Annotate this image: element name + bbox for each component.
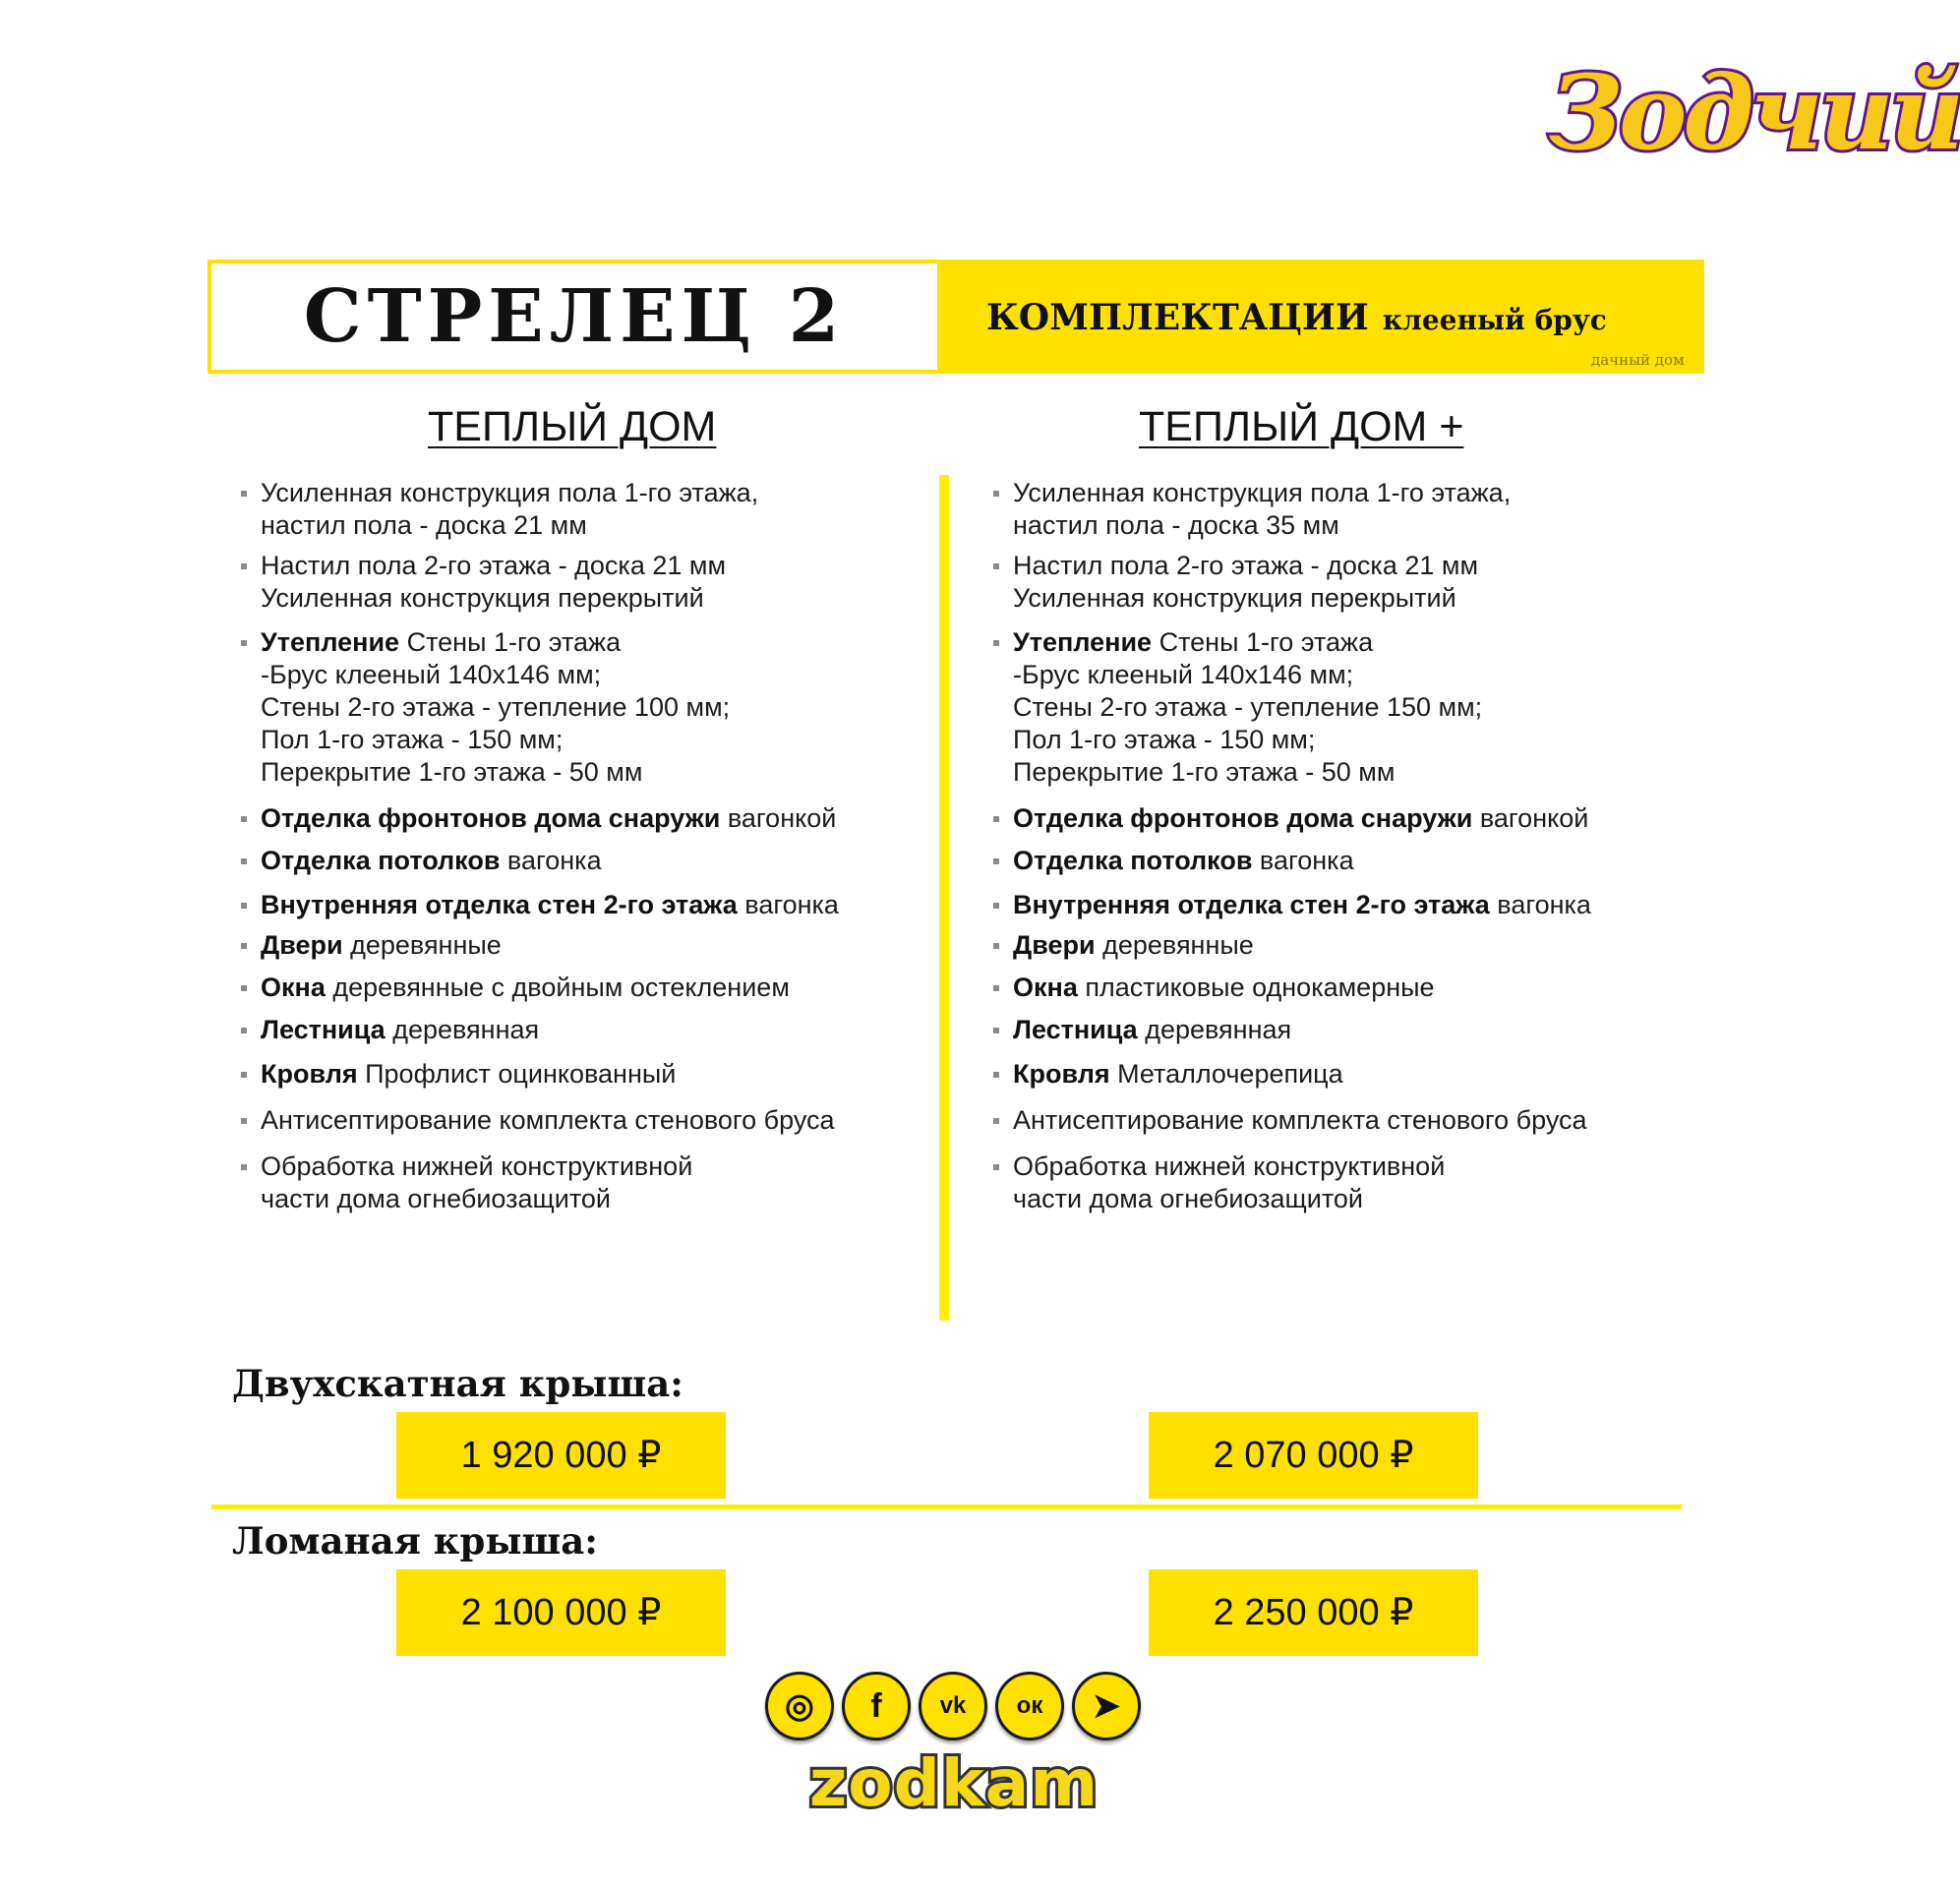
feature-item-text: Усиленная конструкция пола 1-го этажа, настил пола - доска 35 мм [1013,478,1512,540]
feature-item-text: деревянная [1137,1015,1292,1044]
feature-item [241,626,929,789]
feature-item-label: Отделка потолков [261,846,501,875]
feature-item [993,477,1682,542]
feature-item [993,972,1682,1004]
feature-item-text: Антисептирование комплекта стенового бруса [261,1105,835,1135]
feature-item-text: Обработка нижней конструктивной части дома огнебиозащитой [1013,1151,1446,1213]
feature-item [241,889,929,921]
feature-item [241,845,929,877]
feature-item-text: Антисептирование комплекта стенового бруса [1013,1105,1587,1135]
feature-item-text: Обработка нижней конструктивной части дома огнебиозащитой [261,1151,693,1213]
kit-title [986,293,1607,342]
feature-item [993,889,1682,921]
feature-item-text: Настил пола 2-го этажа - доска 21 мм Усиленная конструкция перекрытий [1013,551,1479,613]
feature-item-text: деревянные с двойным остеклением [325,973,790,1002]
feature-item-text: деревянные [342,930,502,960]
feature-list-warm [241,477,929,1215]
brand-logo: Зодчий [1549,52,1960,173]
feature-item-text: Усиленная конструкция пола 1-го этажа, настил пола - доска 21 мм [261,478,759,540]
feature-item-text: Стены 1-го этажа -Брус клееный 140х146 мм; Стены 2-го этажа - утепление 150 мм; Пол 1-го этажа - 150 мм; Перекрытие 1-го этажа - 50 мм [1013,627,1483,787]
social-handle: zodkam [808,1745,1099,1821]
feature-item-text: вагонка [500,846,602,875]
feature-item-text: вагонка [1252,846,1354,875]
feature-item-text: Профлист оцинкованный [357,1059,677,1089]
feature-list-warm-plus [993,477,1682,1215]
feature-item-label: Утепление [261,627,400,657]
feature-item-label: Лестница [261,1015,386,1044]
feature-item [993,1058,1682,1091]
feature-item [241,477,929,542]
social-links [765,1672,1141,1740]
feature-item [993,1150,1682,1215]
feature-item [241,1104,929,1137]
pricing-divider [211,1504,1682,1509]
column-divider [939,475,949,1321]
feature-item [993,929,1682,962]
price-gable-warm: 1 920 000 ₽ [396,1412,726,1499]
odnoklassniki-icon[interactable]: ок [995,1672,1064,1740]
feature-item-label: Внутренняя отделка стен 2-го этажа [261,890,738,919]
price-broken-warm: 2 100 000 ₽ [396,1569,726,1656]
kit-subtitle: клееный брус [1382,304,1607,336]
feature-item [241,1014,929,1046]
feature-item-label: Отделка потолков [1013,846,1253,875]
price-gable-warm-plus: 2 070 000 ₽ [1149,1412,1478,1499]
feature-item-text: вагонкой [720,803,837,833]
feature-item-text: Настил пола 2-го этажа - доска 21 мм Усиленная конструкция перекрытий [261,551,727,613]
feature-item-label: Двери [261,930,343,960]
telegram-icon[interactable]: ➤ [1072,1672,1141,1740]
instagram-icon[interactable]: ◎ [765,1672,834,1740]
feature-item [241,1058,929,1091]
vk-icon[interactable]: vk [919,1672,987,1740]
feature-item-text: Металлочерепица [1109,1059,1343,1089]
feature-item [993,626,1682,789]
feature-item-label: Внутренняя отделка стен 2-го этажа [1013,890,1490,919]
feature-item [993,802,1682,835]
feature-item-label: Лестница [1013,1015,1138,1044]
price-broken-warm-plus: 2 250 000 ₽ [1149,1569,1478,1656]
column-heading-warm-plus: ТЕПЛЫЙ ДОМ + [1139,403,1464,450]
feature-item-label: Окна [1013,973,1078,1002]
feature-item-label: Отделка фронтонов дома снаружи [261,803,721,833]
feature-item-label: Утепление [1013,627,1153,657]
feature-item [993,1104,1682,1137]
column-heading-warm: ТЕПЛЫЙ ДОМ [428,403,717,450]
feature-item [993,1014,1682,1046]
feature-item-text: вагонка [1489,890,1591,919]
feature-item-text: деревянная [385,1015,540,1044]
gable-roof-label: Двухскатная крыша: [232,1362,683,1405]
feature-item-label: Кровля [1013,1059,1110,1089]
feature-item [241,802,929,835]
page-title: СТРЕЛЕЦ 2 [208,260,941,374]
facebook-icon[interactable]: f [842,1672,911,1740]
feature-item-label: Двери [1013,930,1096,960]
kit-small-caption: дачный дом [1591,351,1685,369]
feature-item-text: пластиковые однокамерные [1077,973,1435,1002]
feature-item-text: деревянные [1095,930,1254,960]
feature-item-text: Стены 1-го этажа -Брус клееный 140х146 мм; Стены 2-го этажа - утепление 100 мм; Пол 1-го этажа - 150 мм; Перекрытие 1-го этажа - 50 мм [261,627,731,787]
feature-item-text: вагонка [737,890,839,919]
feature-item-text: вагонкой [1472,803,1589,833]
broken-roof-label: Ломаная крыша: [232,1519,598,1563]
feature-item [241,972,929,1004]
feature-item [993,845,1682,877]
feature-item [993,550,1682,615]
feature-item-label: Кровля [261,1059,358,1089]
feature-item [241,929,929,962]
feature-item [241,550,929,615]
feature-item-label: Отделка фронтонов дома снаружи [1013,803,1473,833]
kit-title-text: КОМПЛЕКТАЦИИ [986,297,1369,338]
feature-item [241,1150,929,1215]
feature-item-label: Окна [261,973,326,1002]
